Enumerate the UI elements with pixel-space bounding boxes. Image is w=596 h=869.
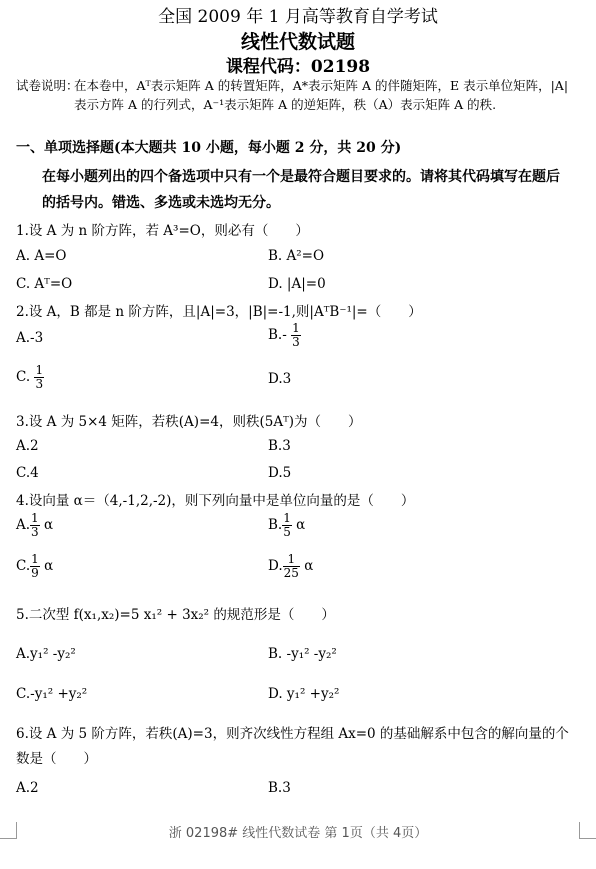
q2-option-c-label: C. — [16, 369, 31, 385]
q6-option-a: A.2 — [16, 780, 39, 796]
question-1-stem: 1.设 A 为 n 阶方阵，若 A³=O，则必有（ ） — [16, 223, 309, 239]
q3-option-b: B.3 — [268, 438, 291, 454]
fraction: $\frac{1}{9}$ — [31, 552, 39, 580]
course-code: 课程代码：02198 — [225, 57, 371, 77]
q2-option-b-label: B.- — [268, 327, 287, 343]
alpha-symbol: α — [304, 558, 314, 574]
q5-option-a: A.y₁² -y₂² — [16, 646, 76, 662]
q3-option-c: C.4 — [16, 465, 39, 481]
q2-option-c — [16, 364, 44, 391]
fraction: $\frac{1}{3}$ — [292, 321, 300, 349]
instructions-label: 试卷说明： — [16, 78, 79, 93]
page-footer: 浙 02198# 线性代数试卷 第 1页（共 4页） — [168, 826, 428, 841]
fraction: $\frac{1}{3}$ — [31, 511, 39, 539]
q2-option-a: A.-3 — [16, 330, 44, 346]
q5-option-b: B. -y₁² -y₂² — [268, 646, 337, 662]
q3-option-d: D.5 — [268, 465, 292, 481]
alpha-symbol: α — [43, 517, 54, 533]
q4-option-b: B. $\frac{1}{5}$ α — [268, 511, 306, 539]
question-5-stem: 5.二次型 f(x₁,x₂)=5 x₁² + 3x₂² 的规范形是（ ） — [16, 607, 335, 623]
q4-option-d: D. $\frac{1}{25}$ α — [268, 552, 314, 580]
question-2-stem: 2.设 A，B 都是 n 阶方阵，且|A|=3，|B|=-1,则|AᵀB⁻¹|=（ ） — [16, 304, 422, 320]
question-6-stem: 6.设 A 为 5 阶方阵，若秩(A)=3，则齐次线性方程组 Ax=0 的基础解系中包含的解向量的个数是（ ） — [16, 726, 569, 767]
section-title: 一、单项选择题(本大题共 10 小题，每小题 2 分，共 20 分) — [16, 140, 402, 156]
alpha-symbol: α — [296, 517, 306, 533]
q5-option-c: C.-y₁² +y₂² — [16, 686, 88, 702]
q3-option-a: A.2 — [16, 438, 39, 454]
section-directions: 在每小题列出的四个备选项中只有一个是最符合题目要求的。请将其代码填写在题后的括号内。错选、多选或未选均无分。 — [42, 169, 560, 211]
alpha-symbol: α — [44, 558, 54, 574]
instructions-text: 在本卷中，Aᵀ表示矩阵 A 的转置矩阵，A*表示矩阵 A 的伴随矩阵，E 表示单位矩阵，|A|表示方阵 A 的行列式，A⁻¹表示矩阵 A 的逆矩阵，秩（A）表示矩阵 A 的秩. — [74, 78, 569, 112]
fraction: $\frac{1}{5}$ — [283, 511, 291, 539]
q4-option-c: C. $\frac{1}{9}$ α — [16, 552, 54, 580]
fraction: $\frac{1}{3}$ — [35, 363, 44, 391]
fraction: $\frac{1}{25}$ — [283, 552, 299, 580]
q1-option-c: C. Aᵀ=O — [16, 276, 73, 292]
q1-option-a: A. A=O — [16, 248, 67, 264]
q2-option-b — [268, 322, 301, 349]
q6-option-b: B.3 — [268, 780, 291, 796]
q1-option-b: B. A²=O — [268, 248, 325, 264]
exam-title: 全国 2009 年 1 月高等教育自学考试 — [158, 7, 438, 27]
q1-option-d: D. |A|=0 — [268, 276, 326, 292]
q2-option-d: D.3 — [268, 371, 292, 387]
paper-instructions — [16, 76, 576, 114]
q5-option-d: D. y₁² +y₂² — [268, 686, 340, 702]
subject-title: 线性代数试题 — [240, 31, 355, 53]
q4-option-a: A. $\frac{1}{3}$ α — [16, 511, 54, 539]
question-4-stem: 4.设向量 α＝（4,-1,2,-2)，则下列向量中是单位向量的是（ ） — [16, 493, 415, 509]
question-3-stem: 3.设 A 为 5×4 矩阵，若秩(A)=4，则秩(5Aᵀ)为（ ） — [16, 414, 362, 430]
